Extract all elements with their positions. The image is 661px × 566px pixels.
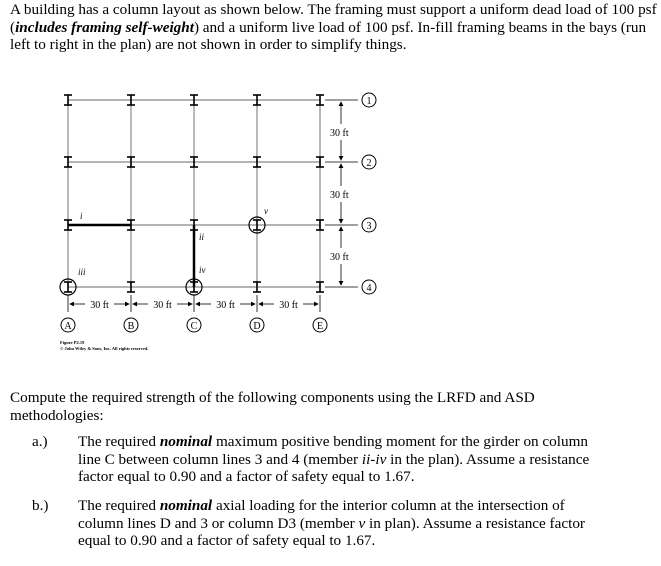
question-a-member: ii-iv [361, 450, 387, 468]
intro-text-2: ) and a uniform live load of 100 psf. In-fill framing beams in the bays (run left to right in the plan) are not shown in order to simplify things. [10, 18, 647, 54]
intro-text-1: A building has a column layout as shown below. The framing must support a uniform dead load of 100 psf ( [10, 1, 657, 36]
figure-caption-copyright: © John Wiley & Sons, Inc. All rights reserved. [60, 346, 149, 351]
column-label-d: D [253, 321, 261, 332]
dim-vertical-1: 30 ft [330, 128, 349, 139]
member-label-v: v [264, 206, 268, 216]
question-b-bold: nominal [159, 497, 213, 514]
intro-bold-text: includes framing self-weight [15, 18, 194, 36]
column-layout-plan [0, 80, 661, 370]
member-label-i: i [80, 211, 83, 221]
row-label-2: 2 [366, 158, 372, 169]
row-label-4: 4 [366, 283, 372, 294]
dim-horizontal-1: 30 ft [90, 300, 109, 311]
question-a-label: a.) [32, 433, 48, 450]
figure-caption-title: Figure P2.19 [60, 340, 85, 345]
row-label-3: 3 [366, 221, 372, 232]
question-b-text: The required nominal axial loading for the interior column at the intersection of column lines D and 3 or column D3 (member v in plan). Assume a resistance factor equal to 0.90 and a factor of safety equal to 1.67. [78, 497, 585, 550]
question-a-bold: nominal [159, 433, 213, 450]
problem-statement [10, 1, 658, 54]
member-label-iii: iii [78, 267, 86, 277]
question-a-text: The required nominal maximum positive bending moment for the girder on column line C between column lines 3 and 4 (member ii-iv in the plan). Assume a resistance factor equal to 0.90 and a factor of safety equal to 1.67. [78, 433, 590, 486]
row-bubbles [362, 93, 376, 294]
member-label-iv: iv [199, 265, 206, 275]
dim-horizontal-3: 30 ft [216, 300, 235, 311]
column-label-e: E [316, 321, 324, 332]
dim-horizontal-2: 30 ft [153, 300, 172, 311]
dim-vertical-2: 30 ft [330, 190, 349, 201]
column-label-a: A [64, 321, 72, 332]
column-label-b: B [127, 321, 135, 332]
member-label-ii: ii [199, 232, 205, 242]
column-label-c: C [190, 321, 198, 332]
question-b-member: v [358, 514, 366, 532]
dim-vertical-3: 30 ft [330, 252, 349, 263]
question-b-label: b.) [32, 497, 49, 514]
dim-horizontal-4: 30 ft [279, 300, 298, 311]
compute-instruction: Compute the required strength of the following components using the LRFD and ASD methodologies: [10, 389, 535, 424]
row-label-1: 1 [366, 96, 372, 107]
